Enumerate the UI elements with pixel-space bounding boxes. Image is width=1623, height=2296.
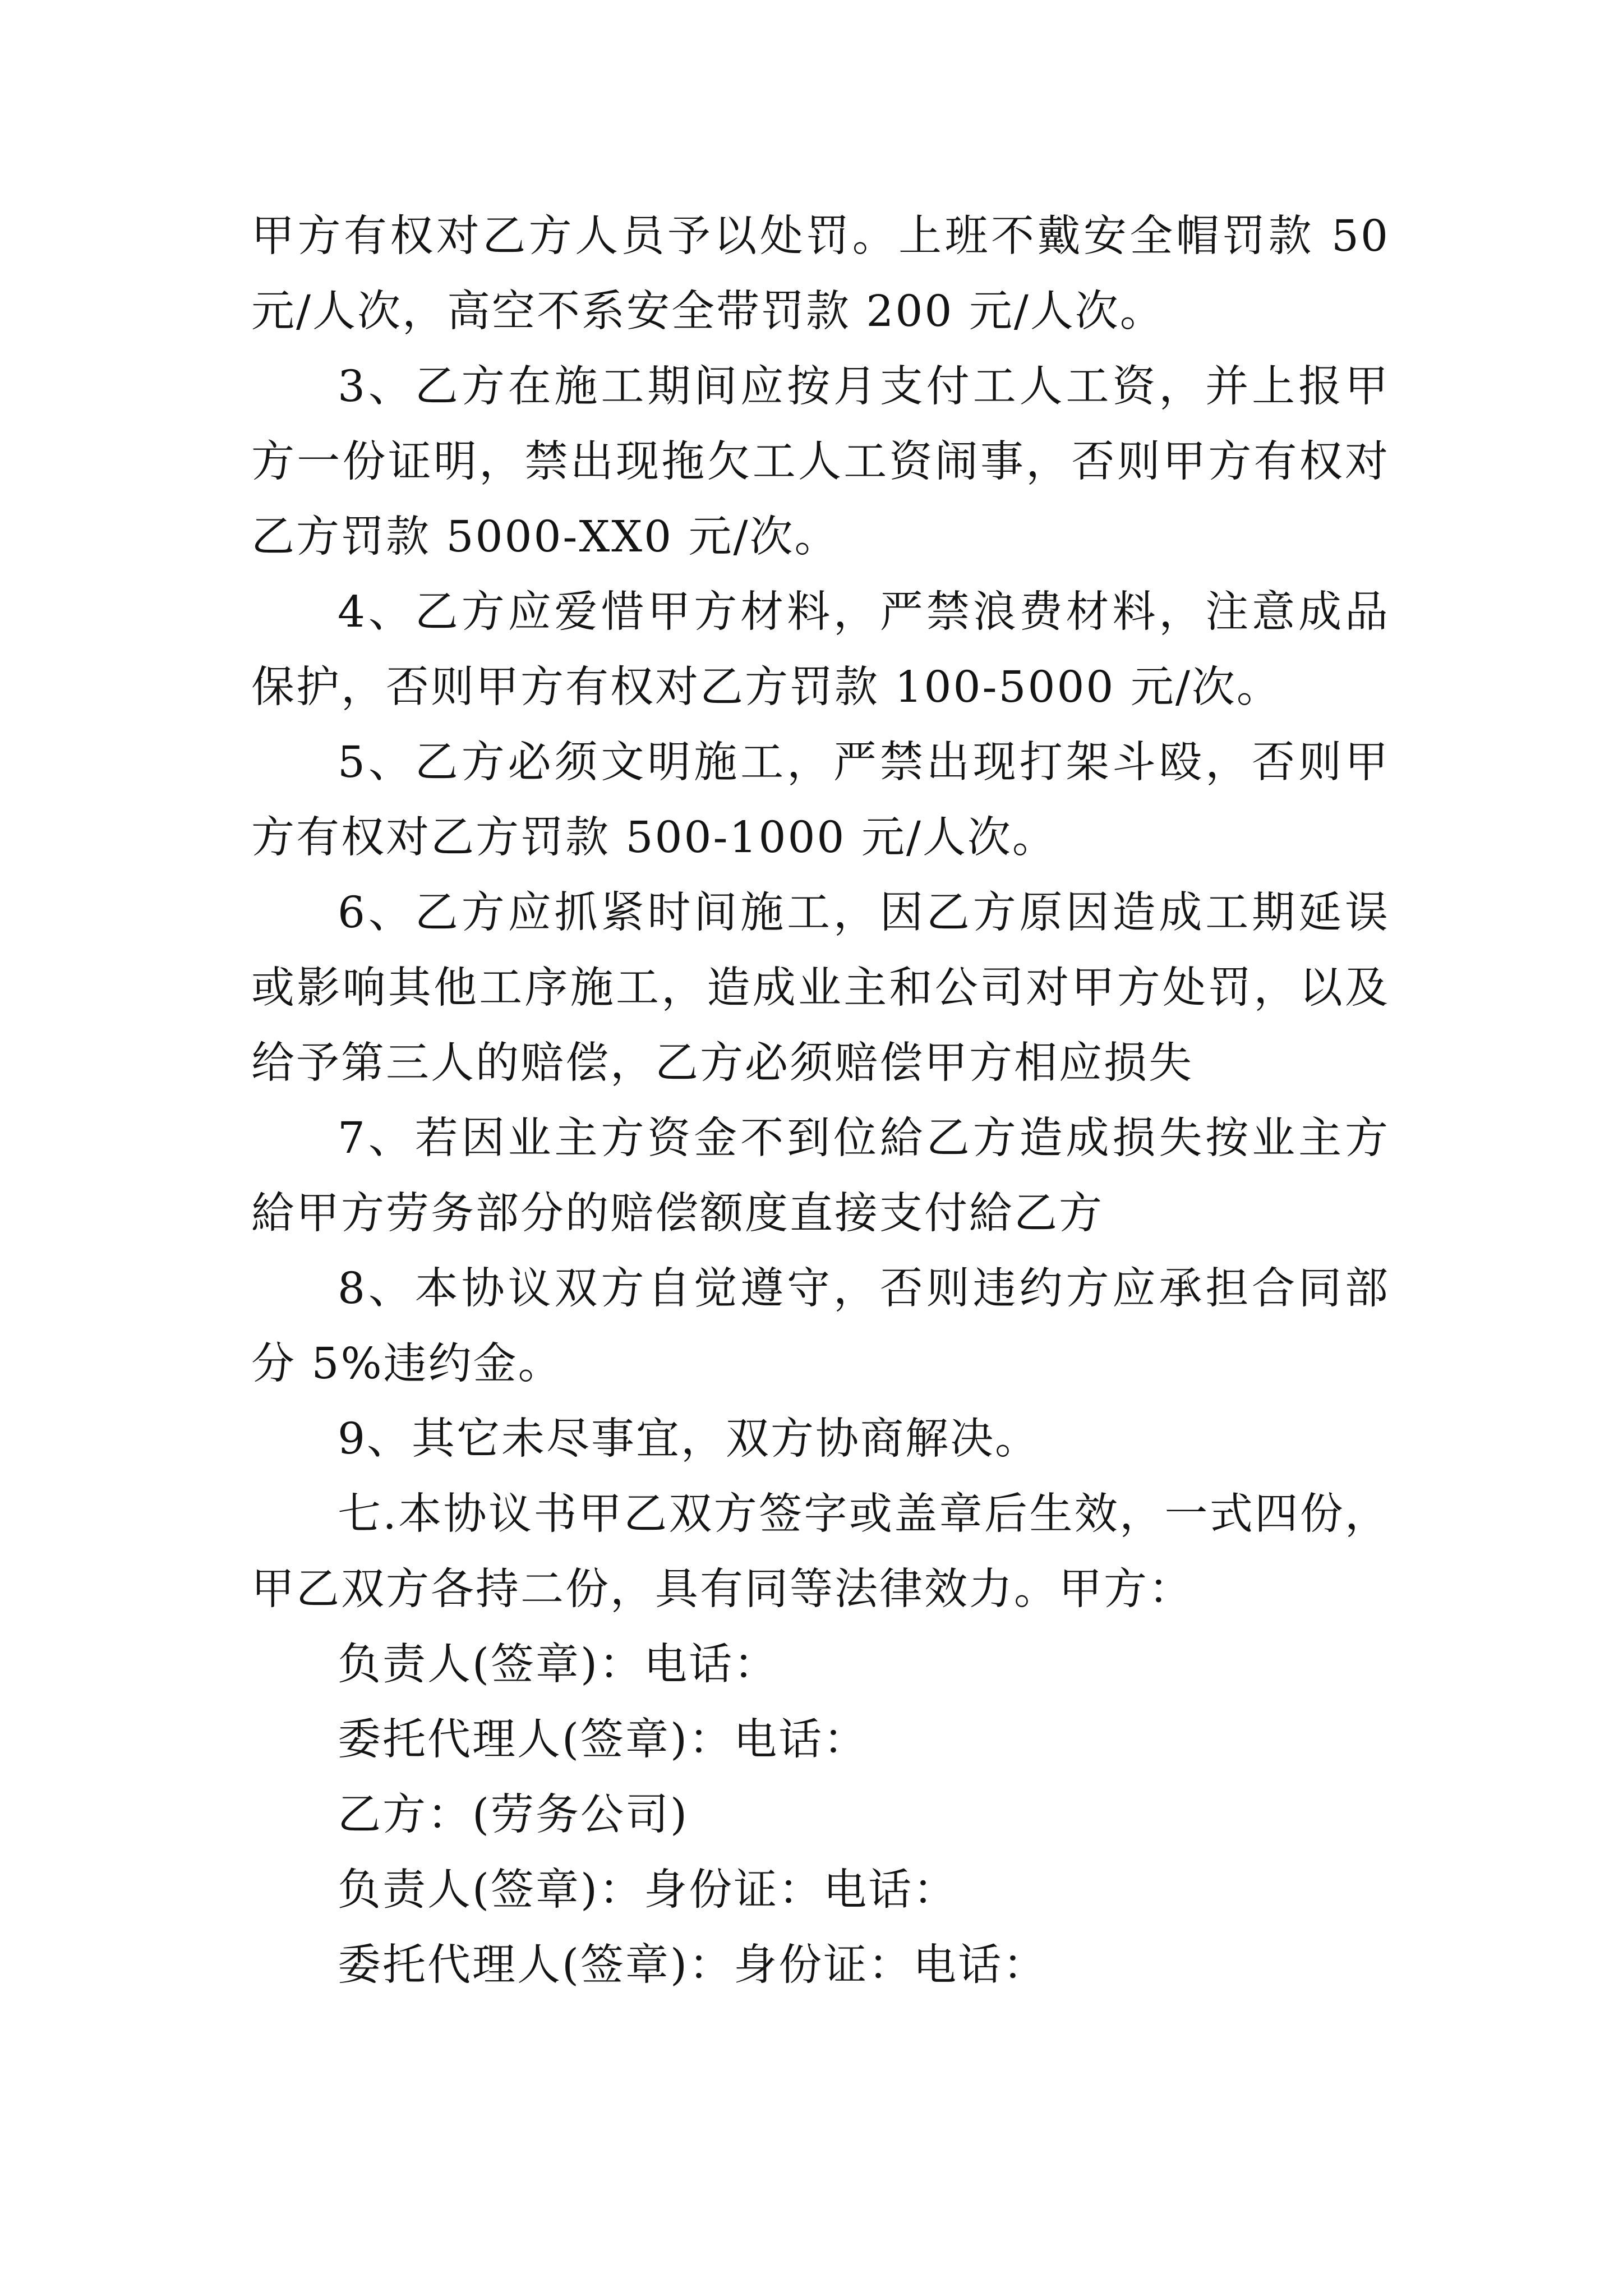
- signature-party-a-responsible: 负责人(签章)：电话：: [338, 1640, 779, 1690]
- signature-party-b-responsible: 负责人(签章)：身份证：电话：: [338, 1865, 958, 1915]
- paragraph-penalty-continuation: 甲方有权对乙方人员予以处罚。上班不戴安全帽罚款 50 元/人次，高空不系安全带罚款 200 元/人次。: [251, 211, 1390, 337]
- document-body: [251, 199, 1390, 2003]
- clause-9: 9、其它未尽事宜，双方协商解决。: [338, 1414, 1040, 1464]
- signature-party-b-agent: 委托代理人(签章)：身份证：电话：: [338, 1940, 1048, 1990]
- section-7-effectiveness: 七.本协议书甲乙双方签字或盖章后生效，一式四份，甲乙双方各持二份，具有同等法律效力。甲方：: [251, 1489, 1390, 1614]
- signature-party-a-agent: 委托代理人(签章)：电话：: [338, 1715, 869, 1765]
- clause-8: 8、本协议双方自觉遵守，否则违约方应承担合同部分 5%违约金。: [251, 1264, 1390, 1389]
- signature-party-b: 乙方：(劳务公司): [338, 1790, 689, 1840]
- clause-4: 4、乙方应爱惜甲方材料，严禁浪费材料，注意成品保护，否则甲方有权对乙方罚款 100-5000 元/次。: [251, 587, 1390, 712]
- clause-5: 5、乙方必须文明施工，严禁出现打架斗殴，否则甲方有权对乙方罚款 500-1000 元/人次。: [251, 738, 1390, 863]
- clause-6: 6、乙方应抓紧时间施工，因乙方原因造成工期延误或影响其他工序施工，造成业主和公司对甲方处罚，以及给予第三人的赔偿，乙方必须赔偿甲方相应损失: [251, 888, 1390, 1088]
- clause-3: 3、乙方在施工期间应按月支付工人工资，并上报甲方一份证明，禁出现拖欠工人工资闹事，否则甲方有权对乙方罚款 5000-XX0 元/次。: [251, 362, 1390, 562]
- clause-7: 7、若因业主方资金不到位給乙方造成损失按业主方給甲方劳务部分的赔偿额度直接支付給乙方: [251, 1114, 1390, 1239]
